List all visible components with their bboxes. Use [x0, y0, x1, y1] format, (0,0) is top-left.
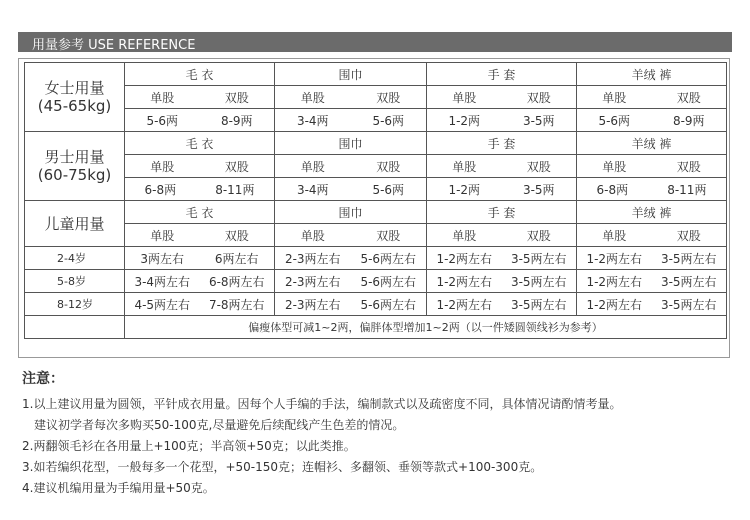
col-header: 羊绒 裤 [577, 132, 727, 155]
table-row [25, 201, 727, 224]
note-line: 4.建议机编用量为手编用量+50克。 [22, 481, 215, 495]
col-header: 手 套 [427, 201, 577, 224]
table-row: 2-4岁 3两左右 6两左右 2-3两左右 5-6两左右 1-2两左右 3-5两左右 1-2两左右 3-5两左右 [25, 247, 727, 270]
notes-title: 注意： [22, 371, 64, 387]
notes-section [22, 368, 742, 499]
table-row: 单股 双股 单股 双股 单股 双股 单股 双股 [25, 86, 727, 109]
table-row: 5-6两 8-9两 3-4两 5-6两 1-2两 3-5两 5-6两 8-9两 [25, 109, 727, 132]
section-title: 用量参考 USE REFERENCE [32, 38, 196, 53]
col-header: 围巾 [275, 132, 427, 155]
women-group-label: 女士用量 (45-65kg) [25, 63, 125, 132]
col-header: 围巾 [275, 63, 427, 86]
table-row: 5-8岁 3-4两左右 6-8两左右 2-3两左右 5-6两左右 1-2两左右 3-5两左右 1-2两左右 3-5两左右 [25, 270, 727, 293]
age-label: 2-4岁 [25, 247, 125, 270]
col-header: 羊绒 裤 [577, 63, 727, 86]
col-header: 羊绒 裤 [577, 201, 727, 224]
table-row: 单股 双股 单股 双股 单股 双股 单股 双股 [25, 224, 727, 247]
col-header: 围巾 [275, 201, 427, 224]
note-line: 3.如若编织花型，一般每多一个花型，+50-150克；连帽衫、多翻领、垂领等款式+100-300克。 [22, 460, 543, 474]
usage-table [24, 62, 727, 339]
note-line: 2.两翻领毛衫在各用量上+100克；半高领+50克；以此类推。 [22, 439, 356, 453]
men-group-label: 男士用量 (60-75kg) [25, 132, 125, 201]
col-header: 毛 衣 [125, 63, 275, 86]
col-header: 手 套 [427, 132, 577, 155]
table-row: 单股 双股 单股 双股 单股 双股 单股 双股 [25, 155, 727, 178]
age-label: 8-12岁 [25, 293, 125, 316]
table-row [25, 316, 727, 339]
table-row [25, 132, 727, 155]
section-header [18, 32, 732, 52]
age-label: 5-8岁 [25, 270, 125, 293]
note-line: 建议初学者每次多购买50-100克,尽量避免后续配线产生色差的情况。 [34, 418, 405, 432]
col-header: 手 套 [427, 63, 577, 86]
table-row: 8-12岁 4-5两左右 7-8两左右 2-3两左右 5-6两左右 1-2两左右 3-5两左右 1-2两左右 3-5两左右 [25, 293, 727, 316]
note-line: 1.以上建议用量为圆领，平针成衣用量。因每个人手编的手法，编制款式以及疏密度不同，具体情况请酌情考量。 [22, 397, 622, 411]
table-footnote: 偏瘦体型可减1~2两，偏胖体型增加1~2两（以一件矮圆领线衫为参考） [125, 316, 727, 339]
col-header: 毛 衣 [125, 201, 275, 224]
table-row [25, 63, 727, 86]
table-row: 6-8两 8-11两 3-4两 5-6两 1-2两 3-5两 6-8两 8-11两 [25, 178, 727, 201]
children-group-label: 儿童用量 [25, 201, 125, 247]
col-header: 毛 衣 [125, 132, 275, 155]
